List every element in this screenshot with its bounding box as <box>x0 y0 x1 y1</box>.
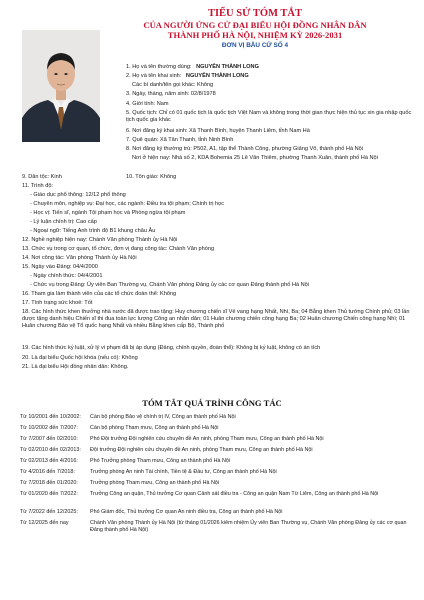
history-period: Từ 7/2022 đến 12/2025: <box>20 509 78 515</box>
field-label: 2. Họ và tên khai sinh: <box>126 73 182 79</box>
page-subtitle-line3: THÀNH PHỐ HÀ NỘI, NHIỆM KỲ 2026-2031 <box>167 30 343 40</box>
field-nationality: 5. Quốc tịch: Chỉ có 01 quốc tịch là quốc tịch Việt Nam và không trong thời gian thực hiện thủ tục xin gia nhập quốc tịch quốc gia khác <box>126 110 412 123</box>
history-description: Trưởng phòng Tham mưu, Công an thành phố Hà Nội <box>90 480 220 486</box>
field-organizations: 16. Tham gia làm thành viên của các tổ chức đoàn thể: Không <box>22 291 177 297</box>
field-common-name <box>126 64 259 71</box>
field-education-degree: - Học vị: Tiến sĩ, ngành Tội phạm học và Phòng ngừa tội phạm <box>30 210 186 216</box>
field-permanent-residence: 8. Nơi đăng ký thường trú: P502, A1, tập thể Thành Công, phường Giảng Võ, thành phố Hà Nội <box>126 146 364 152</box>
field-education-heading: 11. Trình độ: <box>22 183 53 189</box>
field-aliases: Các bí danh/tên gọi khác: Không <box>132 82 214 88</box>
field-value: NGUYỄN THÀNH LONG <box>196 64 259 70</box>
history-description: Trưởng Công an quận, Thủ trưởng Cơ quan Cảnh sát điều tra - Công an quận Nam Từ Liêm, Công an thành phố Hà Nội <box>90 491 379 497</box>
field-education-language: - Ngoại ngữ: Tiếng Anh trình độ B1 khung châu Âu <box>30 228 156 234</box>
history-description: Trưởng phòng An ninh Tài chính, Tiền tệ & Đầu tư, Công an thành phố Hà Nội <box>90 469 277 475</box>
history-period: Từ 4/2016 đến 7/2018: <box>20 469 75 475</box>
field-label: 1. Họ và tên thường dùng: <box>126 64 192 70</box>
electoral-unit: ĐƠN VỊ BẦU CỬ SỐ 4 <box>221 42 289 49</box>
page-title: TIỂU SỬ TÓM TẮT <box>207 8 303 19</box>
header <box>90 8 420 50</box>
history-period: Từ 7/2007 đến 02/2010: <box>20 436 78 442</box>
history-period: Từ 02/2010 đến 02/2013: <box>20 447 81 453</box>
history-period: Từ 10/2001 đến 10/2002: <box>20 414 81 420</box>
field-education-general: - Giáo dục phổ thông: 12/12 phổ thông <box>30 192 126 198</box>
field-current-residence: Nơi ở hiện nay: Nhà số 2, KDA Bohemia 25 Lê Văn Thiêm, phường Thanh Xuân, thành phố Hà Nội <box>132 155 378 161</box>
field-education-politics: - Lý luận chính trị: Cao cấp <box>30 219 97 225</box>
history-description: Cán bộ phòng Bảo vệ chính trị IV, Công an thành phố Hà Nội <box>90 414 236 420</box>
field-gender: 4. Giới tính: Nam <box>126 101 169 107</box>
field-value: NGUYỄN THÀNH LONG <box>185 73 249 79</box>
field-party-official-date: - Ngày chính thức: 04/4/2001 <box>30 273 103 279</box>
history-description: Phó Trưởng phòng Tham mưu, Công an thành phố Hà Nội <box>90 458 231 464</box>
field-ethnicity: 9. Dân tộc: Kinh <box>22 174 62 180</box>
history-period: Từ 12/2025 đến nay <box>20 520 69 526</box>
field-national-assembly: 20. Là đại biểu Quốc hội khóa (nếu có): Không <box>22 355 138 361</box>
field-birth-name <box>126 73 249 80</box>
field-birth-registration: 6. Nơi đăng ký khai sinh: Xã Thanh Bình, huyện Thanh Liêm, tỉnh Nam Hà <box>126 128 310 134</box>
field-religion: 10. Tôn giáo: Không <box>126 174 177 180</box>
history-description: Chánh Văn phòng Thành ủy Hà Nội (từ tháng 01/2026 kiêm nhiệm Ủy viên Ban Thường vụ, Chánh Văn phòng Đảng ủy các cơ quan Đảng thành phố Hà Nội) <box>90 520 407 533</box>
field-awards: 18. Các hình thức khen thưởng nhà nước đã được trao tặng: Huy chương chiến sĩ Vẻ vang hạng Nhất, Nhì, Ba; 04 Bằng khen Thủ tướng Chính phủ; 03 lần được tặng danh hiệu Chiến sĩ thi đua toàn lực lượng Công an nhân dân; 01 Huân chương chiến công hạng Ba; 02 Huân chương Chiến công hạng Nhì; 01 Huân chương Bảo vệ Tổ quốc hạng Nhất và nhiều Bằng khen cấp Bộ, Thành phố <box>22 309 410 329</box>
field-health: 17. Tình trạng sức khoẻ: Tốt <box>22 300 93 306</box>
field-party-join-date: 15. Ngày vào Đảng: 04/4/2000 <box>22 264 98 270</box>
field-discipline: 19. Các hình thức kỷ luật, xử lý vi phạm đã bị áp dụng (Đảng, chính quyền, đoàn thể): Không bị kỷ luật, không có án tích <box>22 345 321 351</box>
history-description: Phó Giám đốc, Thủ trưởng Cơ quan An ninh điều tra, Công an thành phố Hà Nội <box>90 509 283 515</box>
history-period: Từ 02/2013 đến 4/2016: <box>20 458 78 464</box>
field-workplace: 14. Nơi công tác: Văn phòng Thành ủy Hà Nội <box>22 255 137 261</box>
field-position: 13. Chức vụ trong cơ quan, tổ chức, đơn vị đang công tác: Chánh Văn phòng <box>22 246 215 252</box>
field-dob: 3. Ngày, tháng, năm sinh: 02/8/1978 <box>126 91 216 97</box>
history-period: Từ 10/2002 đến 7/2007: <box>20 425 78 431</box>
history-description: Phó Đội trưởng Đội nghiên cứu chuyên đề An ninh, phòng Tham mưu, Công an thành phố Hà Nội <box>90 436 324 442</box>
field-hometown: 7. Quê quán: Xã Tân Thanh, tỉnh Ninh Bình <box>126 137 234 143</box>
candidate-portrait <box>22 30 100 142</box>
history-period: Từ 01/2020 đến 7/2022: <box>20 491 78 497</box>
portrait-image <box>22 30 100 142</box>
page-subtitle-line2: CỦA NGƯỜI ỨNG CỬ ĐẠI BIỂU HỘI ĐỒNG NHÂN DÂN <box>143 20 367 30</box>
field-peoples-council: 21. Là đại biểu Hội đồng nhân dân: Không. <box>22 364 129 370</box>
history-description: Đội trưởng Đội nghiên cứu chuyên đề An ninh, phòng Tham mưu, Công an thành phố Hà Nội <box>90 447 313 453</box>
history-period: Từ 7/2018 đến 01/2020: <box>20 480 78 486</box>
work-history-title: TÓM TẮT QUÁ TRÌNH CÔNG TÁC <box>142 398 282 408</box>
field-occupation: 12. Nghề nghiệp hiện nay: Chánh Văn phòng Thành ủy Hà Nội <box>22 237 178 243</box>
field-party-position: - Chức vụ trong Đảng: Ủy viên Ban Thường vụ, Chánh Văn phòng Đảng ủy các cơ quan Đảng thành phố Hà Nội <box>30 282 310 288</box>
field-education-major: - Chuyên môn, nghiệp vụ: Đại học, các ngành: Điều tra tội phạm; Chính trị học <box>30 201 225 207</box>
history-description: Cán bộ phòng Tham mưu, Công an thành phố Hà Nội <box>90 425 219 431</box>
